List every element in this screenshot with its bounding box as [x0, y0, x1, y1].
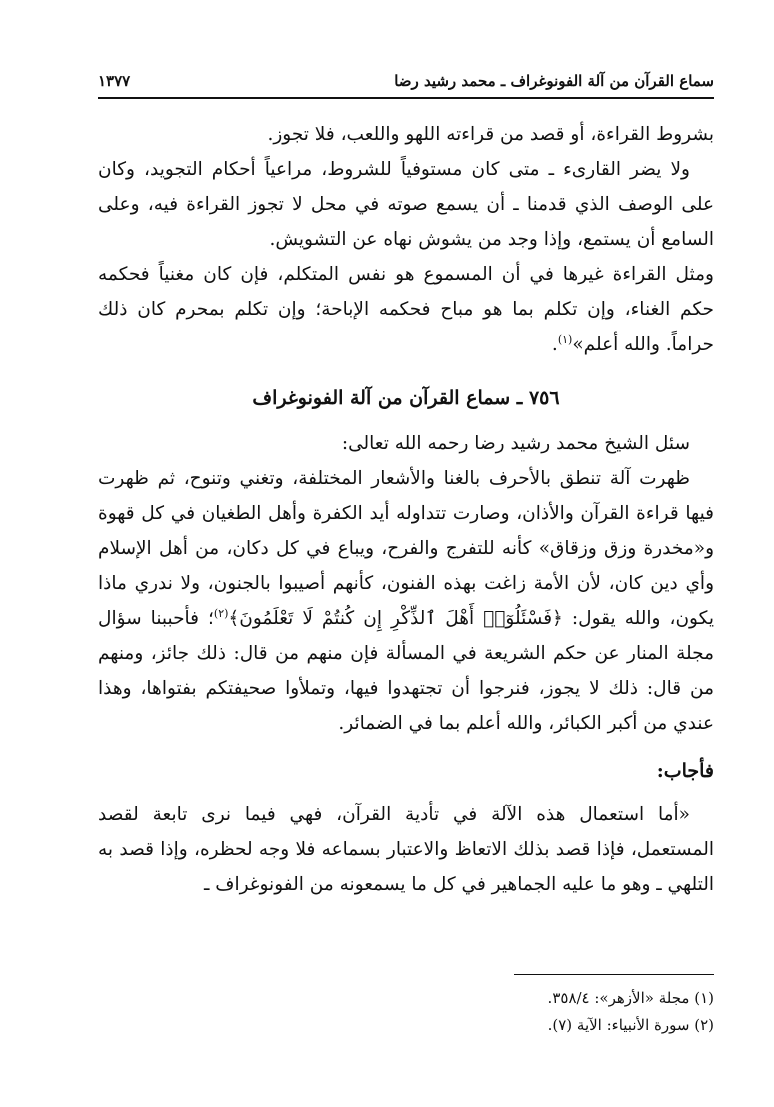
footnote-ref-2: (٢) [213, 606, 229, 620]
footnote-1 [98, 985, 714, 1012]
answer-heading: فأجاب: [656, 760, 714, 782]
paragraph-3-text: ومثل القراءة غيرها في أن المسموع هو نفس المتكلم، فإن كان مغنياً فحكمه حكم الغناء، وإن تكلم بما هو مباح فحكمه الإباحة؛ وإن تكلم بمحرم كان ذلك حراماً. والله أعلم» [98, 264, 714, 355]
question-text-continued: ؛ فأحببنا سؤال مجلة المنار عن حكم الشريعة في المسألة فإن منهم من قال: ذلك جائز، ومنهم من قال: ذلك لا يجوز، فنرجوا أن تجتهدوا فيها، وتملأوا صحيفتكم بفتواها، وهذا عندي من أكبر الكبائر، والله أعلم بما في الضمائر. [98, 608, 714, 734]
paragraph-1: بشروط القراءة، أو قصد من قراءته اللهو واللعب، فلا تجوز. [267, 124, 714, 145]
page-body [98, 117, 714, 902]
answer-paragraph: «أما استعمال هذه الآلة في تأدية القرآن، فهي فيما نرى تابعة لقصد المستعمل، فإذا قصد بذلك الاتعاظ والاعتبار بسماعه فلا وجه لحظره، وإذا قصد به التلهي ـ وهو ما عليه الجماهير في كل ما يسمعونه من الفونوغراف ـ [98, 804, 714, 895]
footnotes [98, 985, 714, 1039]
paragraph-2: ولا يضر القارىء ـ متى كان مستوفياً للشروط، مراعياً أحكام التجويد، وكان على الوصف الذي قدمنا ـ أن يسمع صوته في محل لا تجوز القراءة فيه، وعلى السامع أن يستمع، وإذا وجد من يشوش نهاه عن التشويش. [98, 159, 714, 250]
question-paragraph [98, 461, 714, 741]
question-text: ظهرت آلة تنطق بالأحرف بالغنا والأشعار المختلفة، وتغني وتنوح، ثم ظهرت فيها قراءة القرآن والأذان، وصارت تتداوله أيد الكفرة وأهل الطغيان في كل قهوة و«مخدرة وزق وزقاق» كأنه للتفرج والفرح، ويباع في كل دكان، من أهل الإسلام وأي دين كان، لأن الأمة زاغت بهذه الفنون، كأنهم أصيبوا بالجنون، ولا ندري ماذا يكون، والله يقول: ﴿فَسْئَلُوٓا۟ أَهْلَ ٱلذِّكْرِ إِن كُنتُمْ لَا تَعْلَمُونَ﴾ [98, 468, 714, 629]
header-rule [98, 97, 714, 99]
footnote-text: مجلة «الأزهر»: ٣٥٨/٤. [547, 989, 690, 1007]
footnote-2 [98, 1012, 714, 1039]
running-header [98, 64, 714, 90]
asker-line: سئل الشيخ محمد رشيد رضا رحمه الله تعالى: [341, 433, 690, 454]
running-title: سماع القرآن من آلة الفونوغراف ـ محمد رشيد رضا [394, 72, 714, 90]
paragraph-3-end: . [551, 334, 558, 355]
section-title: ٧٥٦ ـ سماع القرآن من آلة الفونوغراف [252, 387, 560, 409]
footnote-number: (٢) [694, 1016, 714, 1034]
footnote-ref-1: (١) [557, 332, 573, 346]
footnote-rule [514, 974, 714, 975]
page-number: ١٣٧٧ [98, 72, 131, 90]
footnote-text: سورة الأنبياء: الآية (٧). [547, 1016, 690, 1034]
footnote-number: (١) [694, 989, 714, 1007]
paragraph-3 [98, 257, 714, 362]
